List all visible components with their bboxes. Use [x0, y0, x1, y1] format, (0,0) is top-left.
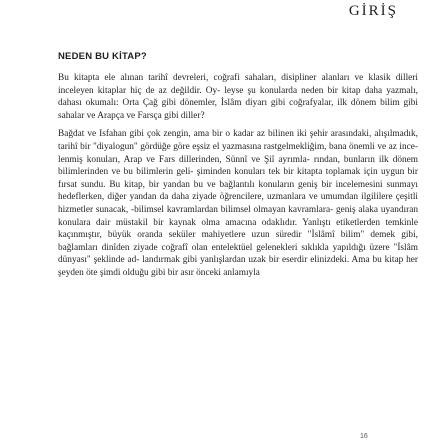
paragraph: Bu kitapta ele alınan tarihî devreleri, coğrafi sahaları, disipliner alanları ve klasik dilleri inceleyen kitaplar hiç de az değildir. Oy- leyse şu konularda neden bir kitap daha yazmalı, dahası okumalı: Orta Çağ gibi dönemler, İslâm diyarı gibi coğrafyalar, ilk dönem bilim gibi sahalar ve Arapça ve Farsça gibi diller?: [58, 73, 418, 121]
page-content: [58, 51, 418, 286]
paragraph: Bağdat ve Isfahan gibi çok zengin, ama bir o kadar az bilinen iki şehir arasındaki, alışılmadık, tarihî bir "diyalogun" gördüğe göre eşsiz el yazmasına rastgelmekliğim, bana önemli ve az ince- lenmiş konuları, Arap ve Fars dillerinden, Sünnî ve Şiî ayrımla- rından, bunların ilk dönem bilimlerinden ve bu bilimlerin geli- şiminden konuları tek bir kitapta toplamak için uygun bir fırsat sundu. Bu kitap, bir yandan bu ve bağlantılı konuların geniş bir incelemesini sunmayı hedeflerken, diğer yandan da daha ziyade öğrencilere, uzmanlara ve umumdan ilgililere çeşitli hizmetler sunacak, -bilimsel kavramlardan bilimsel olmayan kavramlara- geniş alaka uyandıran konulara dair müstakil bir kaynak olma amacına odaklıdır. Yanlıştı etiketlerden temkinle kaçınmıştır, büyük oranda seküler mahiyetlere uzun süredir "İslâmî bilim" demek gibi, bağlamları dinîden ziyade coğrafî olan entelektüel gelenekleri sıklıkla yapıldığı üzere "İslâm dünyası" şeklinde ad- landırmak gibi yanlışlardan uzak bir eserdir elinizdeki. Ama bu kitap her şeyden öte şimdi olduğu gibi bir asır önceki anlamıyla: [58, 129, 418, 278]
page-number: 16: [360, 433, 368, 440]
chapter-title: GİRİŞ: [348, 3, 398, 19]
section-heading: NEDEN BU KİTAP?: [58, 51, 147, 62]
